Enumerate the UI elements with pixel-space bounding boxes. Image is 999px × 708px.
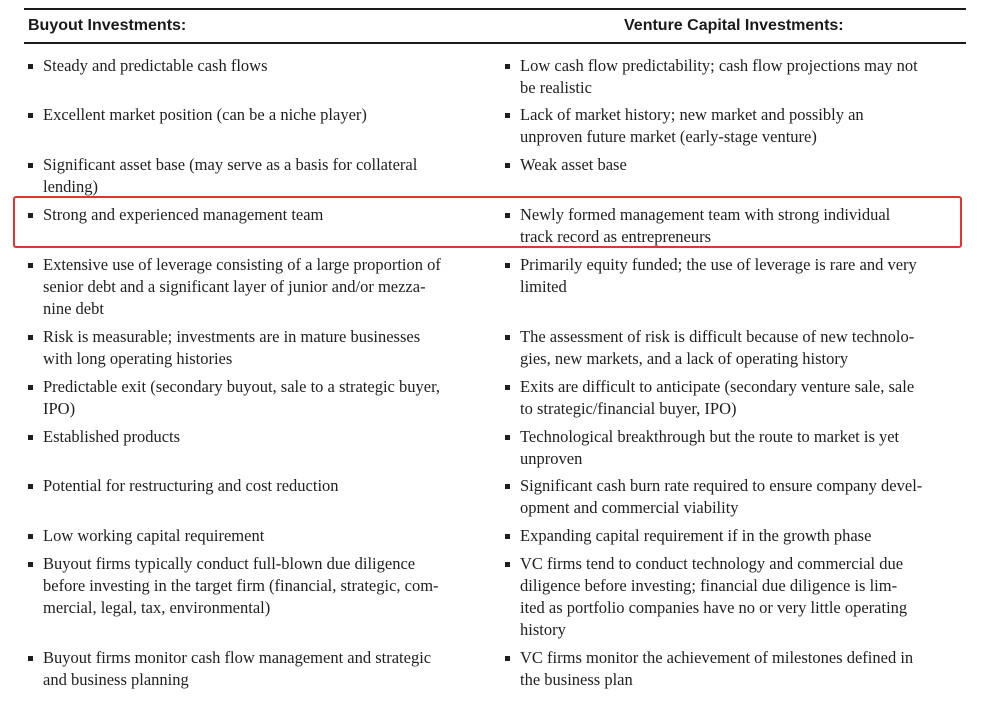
buyout-text: Established products bbox=[43, 427, 181, 446]
buyout-text: Significant asset base (may serve as a basis for collateral lending) bbox=[43, 155, 418, 196]
vc-cell bbox=[505, 647, 967, 691]
buyout-cell bbox=[28, 326, 493, 370]
buyout-column-header: Buyout Investments: bbox=[28, 17, 187, 34]
bullet-icon bbox=[28, 435, 33, 440]
vc-text: VC firms tend to conduct technology and commercial due diligence before investing; financial due diligence is lim- ited as portfolio companies have no or very little operating history bbox=[520, 554, 908, 639]
vc-cell bbox=[505, 104, 967, 148]
vc-text: Low cash flow predictability; cash flow projections may not be realistic bbox=[520, 56, 918, 97]
highlight-box bbox=[13, 196, 962, 248]
vc-text: Primarily equity funded; the use of leverage is rare and very limited bbox=[520, 255, 917, 296]
bullet-icon bbox=[28, 163, 33, 168]
buyout-text: Potential for restructuring and cost reduction bbox=[43, 476, 339, 495]
bullet-icon bbox=[505, 163, 510, 168]
vc-text: Lack of market history; new market and possibly an unproven future market (early-stage venture) bbox=[520, 105, 864, 146]
vc-cell bbox=[505, 55, 967, 99]
bullet-icon bbox=[505, 435, 510, 440]
bullet-icon bbox=[505, 534, 510, 539]
vc-cell bbox=[505, 326, 967, 370]
vc-text: Significant cash burn rate required to ensure company devel- opment and commercial viability bbox=[520, 476, 923, 517]
table-top-rule bbox=[24, 8, 966, 10]
bullet-icon bbox=[505, 656, 510, 661]
buyout-text: Predictable exit (secondary buyout, sale to a strategic buyer, IPO) bbox=[43, 377, 441, 418]
vc-text: Weak asset base bbox=[520, 155, 627, 174]
bullet-icon bbox=[505, 263, 510, 268]
buyout-text: Strong and experienced management team bbox=[43, 205, 324, 224]
bullet-icon bbox=[28, 263, 33, 268]
vc-cell bbox=[505, 475, 967, 519]
buyout-text: Low working capital requirement bbox=[43, 526, 265, 545]
bullet-icon bbox=[28, 484, 33, 489]
buyout-cell bbox=[28, 426, 493, 448]
bullet-icon bbox=[28, 562, 33, 567]
vc-cell bbox=[505, 525, 967, 547]
vc-cell bbox=[505, 376, 967, 420]
vc-text: The assessment of risk is difficult because of new technolo- gies, new markets, and a lack of operating history bbox=[520, 327, 915, 368]
buyout-text: Buyout firms monitor cash flow management and strategic and business planning bbox=[43, 648, 432, 689]
buyout-cell bbox=[28, 254, 493, 320]
buyout-text: Excellent market position (can be a niche player) bbox=[43, 105, 367, 124]
bullet-icon bbox=[505, 64, 510, 69]
bullet-icon bbox=[505, 484, 510, 489]
buyout-text: Steady and predictable cash flows bbox=[43, 56, 268, 75]
vc-text: Newly formed management team with strong individual track record as entrepreneurs bbox=[520, 205, 891, 246]
bullet-icon bbox=[505, 385, 510, 390]
bullet-icon bbox=[28, 385, 33, 390]
buyout-text: Extensive use of leverage consisting of a large proportion of senior debt and a significant layer of junior and/or mezza- nine debt bbox=[43, 255, 441, 318]
bullet-icon bbox=[505, 335, 510, 340]
buyout-cell bbox=[28, 104, 493, 126]
buyout-cell bbox=[28, 553, 493, 619]
bullet-icon bbox=[28, 335, 33, 340]
bullet-icon bbox=[28, 64, 33, 69]
bullet-icon bbox=[28, 656, 33, 661]
bullet-icon bbox=[505, 113, 510, 118]
vc-cell bbox=[505, 553, 967, 641]
bullet-icon bbox=[28, 113, 33, 118]
buyout-cell bbox=[28, 475, 493, 497]
buyout-text: Risk is measurable; investments are in mature businesses with long operating histories bbox=[43, 327, 421, 368]
vc-text: Technological breakthrough but the route to market is yet unproven bbox=[520, 427, 900, 468]
vc-text: Exits are difficult to anticipate (secondary venture sale, sale to strategic/financial buyer, IPO) bbox=[520, 377, 915, 418]
buyout-cell bbox=[28, 55, 493, 77]
header-rule bbox=[24, 42, 966, 44]
vc-cell bbox=[505, 254, 967, 298]
vc-cell bbox=[505, 426, 967, 470]
vc-text: VC firms monitor the achievement of milestones defined in the business plan bbox=[520, 648, 914, 689]
vc-text: Expanding capital requirement if in the growth phase bbox=[520, 526, 872, 545]
vc-column-header: Venture Capital Investments: bbox=[624, 17, 844, 34]
buyout-cell bbox=[28, 154, 493, 198]
buyout-cell bbox=[28, 525, 493, 547]
vc-cell bbox=[505, 154, 967, 176]
bullet-icon bbox=[28, 534, 33, 539]
buyout-cell bbox=[28, 376, 493, 420]
buyout-cell bbox=[28, 647, 493, 691]
buyout-text: Buyout firms typically conduct full-blown due diligence before investing in the target firm (financial, strategic, com- mercial, legal, tax, environmental) bbox=[43, 554, 439, 617]
bullet-icon bbox=[505, 562, 510, 567]
